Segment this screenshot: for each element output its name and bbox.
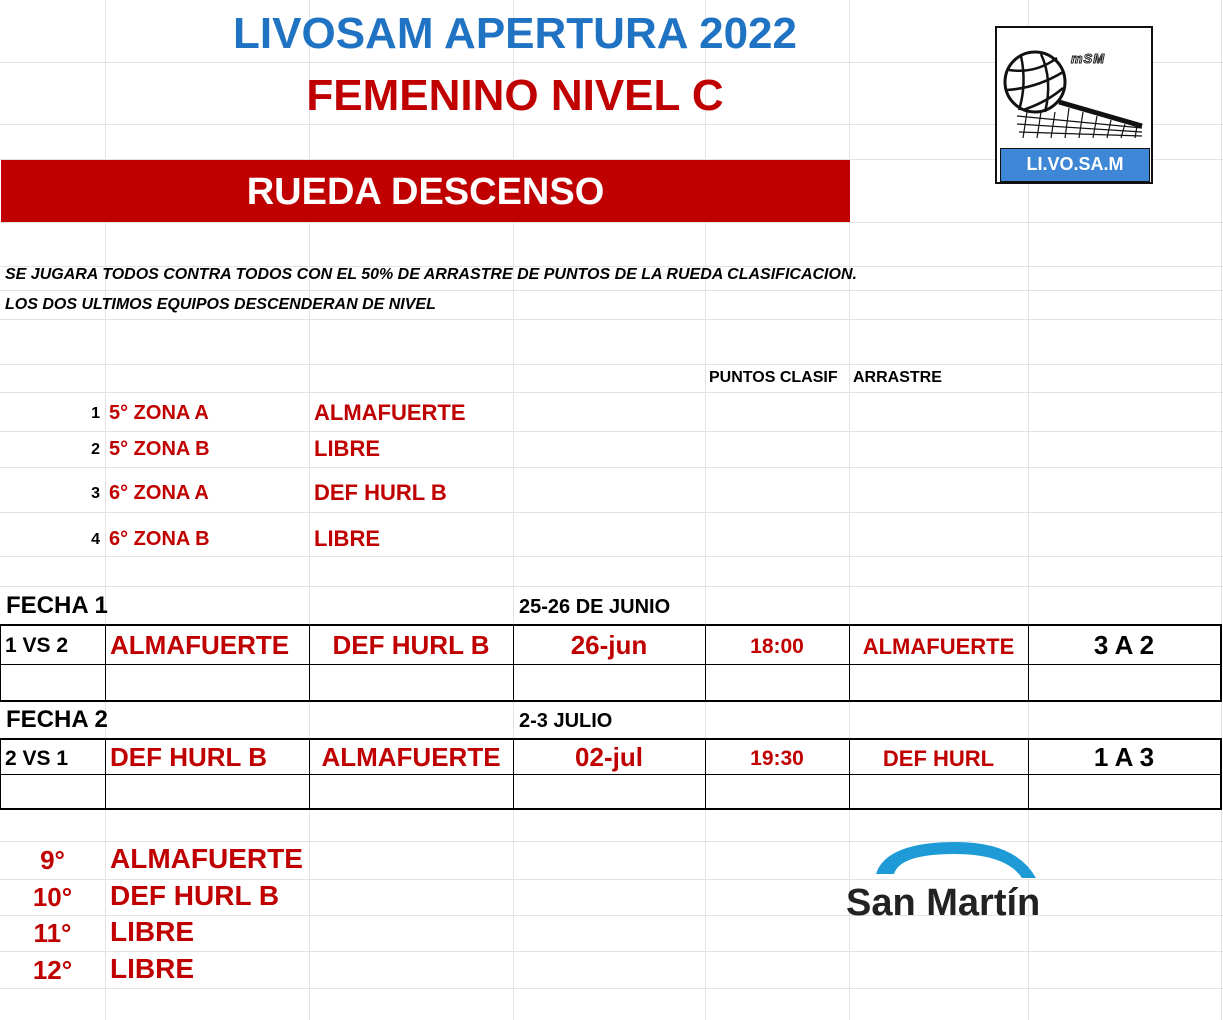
final-position: 11° (33, 918, 72, 948)
final-team: LIBRE (110, 916, 194, 947)
volleyball-net-icon (997, 28, 1151, 146)
header-puntos-clasif: PUNTOS CLASIF (709, 369, 838, 386)
logo-small-text: mSM (1071, 51, 1106, 66)
header-arrastre: ARRASTRE (853, 369, 942, 386)
seed-team: LIBRE (314, 526, 380, 551)
fecha-date: 2-3 JULIO (519, 710, 613, 732)
match-table-fecha-1 (0, 624, 1222, 702)
final-team: DEF HURL B (110, 880, 280, 911)
seed-zone: 5° ZONA A (109, 402, 209, 424)
final-position: 9° (40, 845, 65, 875)
san-martin-logo (846, 838, 1076, 928)
final-team: LIBRE (110, 953, 194, 984)
match-day: 26-jun (570, 630, 648, 660)
final-team: ALMAFUERTE (110, 843, 303, 874)
note-rules: SE JUGARA TODOS CONTRA TODOS CON EL 50% DE ARRASTRE DE PUNTOS DE LA RUEDA CLASIFICACION. (5, 266, 857, 283)
final-position: 10° (32, 882, 73, 912)
match-day: 02-jul (575, 742, 643, 772)
match-vs: 2 VS 1 (5, 747, 69, 770)
match-table-fecha-2 (0, 738, 1222, 810)
match-venue: ALMAFUERTE (862, 634, 1015, 659)
sponsor-name: San Martín (846, 882, 1041, 924)
title-line-1: LIVOSAM APERTURA 2022 (233, 9, 797, 58)
seed-number: 1 (91, 405, 100, 422)
seed-team: ALMAFUERTE (314, 400, 466, 425)
match-venue: DEF HURL (882, 746, 995, 771)
seed-number: 4 (91, 531, 100, 548)
seed-number: 2 (91, 441, 100, 458)
arc-icon (846, 838, 1076, 886)
seed-team: LIBRE (314, 436, 380, 461)
match-away-team: ALMAFUERTE (321, 742, 501, 772)
banner-title: RUEDA DESCENSO (246, 171, 605, 213)
logo-label: LI.VO.SA.M (1026, 154, 1124, 174)
match-away-team: DEF HURL B (332, 630, 490, 660)
match-home-team: DEF HURL B (110, 742, 267, 772)
seed-zone: 6° ZONA A (109, 482, 209, 504)
seed-number: 3 (91, 485, 100, 502)
logo-label-box (1000, 148, 1150, 182)
match-result: 1 A 3 (1093, 742, 1155, 772)
title-line-2: FEMENINO NIVEL C (306, 71, 724, 120)
fecha-label: FECHA 1 (6, 592, 108, 619)
seed-team: DEF HURL B (314, 480, 447, 505)
match-result: 3 A 2 (1093, 630, 1155, 660)
livosam-logo (995, 26, 1153, 184)
seed-zone: 5° ZONA B (109, 438, 210, 460)
final-position: 12° (32, 955, 73, 985)
match-home-team: ALMAFUERTE (110, 630, 290, 660)
match-vs: 1 VS 2 (5, 634, 69, 657)
seed-zone: 6° ZONA B (109, 528, 210, 550)
match-time: 19:30 (750, 747, 804, 770)
fecha-date: 25-26 DE JUNIO (519, 596, 671, 618)
section-banner (1, 160, 850, 222)
fecha-label: FECHA 2 (6, 706, 108, 733)
note-relegation: LOS DOS ULTIMOS EQUIPOS DESCENDERAN DE NIVEL (5, 296, 436, 313)
match-time: 18:00 (750, 635, 804, 658)
